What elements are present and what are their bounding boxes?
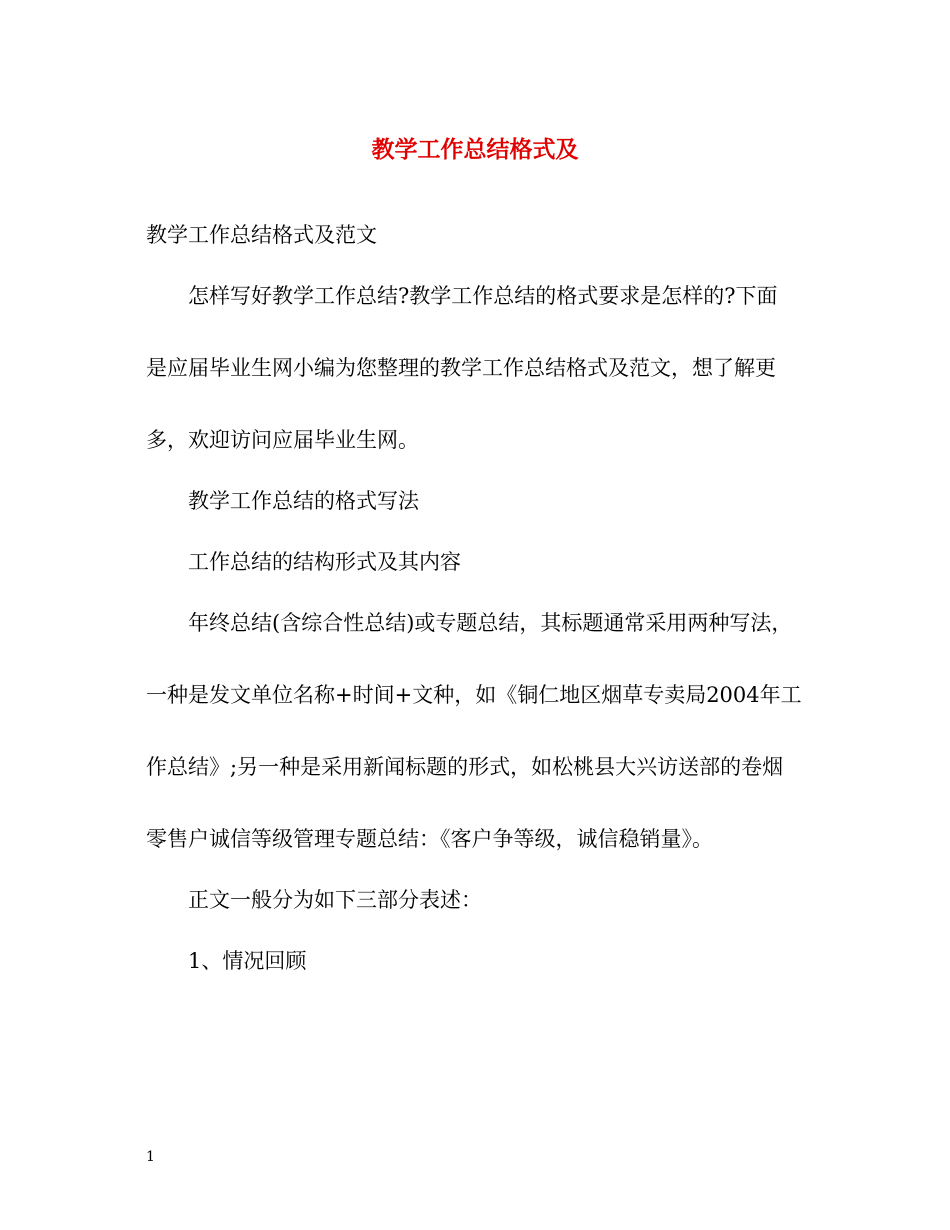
paragraph-line-5: 一种是发文单位名称+时间+文种，如《铜仁地区烟草专卖局2004年工 [146, 683, 802, 707]
paragraph-body-intro: 正文一般分为如下三部分表述： [188, 888, 482, 912]
subtitle-line: 教学工作总结格式及范文 [146, 223, 377, 247]
paragraph-line-2: 是应届毕业生网小编为您整理的教学工作总结格式及范文，想了解更 [146, 356, 776, 380]
heading-format: 教学工作总结的格式写法 [188, 489, 419, 513]
document-title: 教学工作总结格式及 [371, 136, 579, 163]
heading-structure: 工作总结的结构形式及其内容 [188, 550, 461, 574]
paragraph-line-7: 零售户诚信等级管理专题总结：《客户争等级，诚信稳销量》。 [146, 827, 713, 851]
paragraph-line-6: 作总结》;另一种是采用新闻标题的形式，如松桃县大兴访送部的卷烟 [146, 755, 784, 779]
list-item-1: 1、情况回顾 [188, 949, 307, 973]
page-number: 1 [146, 1149, 155, 1165]
paragraph-line-3: 多，欢迎访问应届毕业生网。 [146, 428, 419, 452]
paragraph-line-4: 年终总结(含综合性总结)或专题总结，其标题通常采用两种写法， [188, 611, 793, 635]
paragraph-line-1: 怎样写好教学工作总结?教学工作总结的格式要求是怎样的?下面 [188, 284, 778, 308]
